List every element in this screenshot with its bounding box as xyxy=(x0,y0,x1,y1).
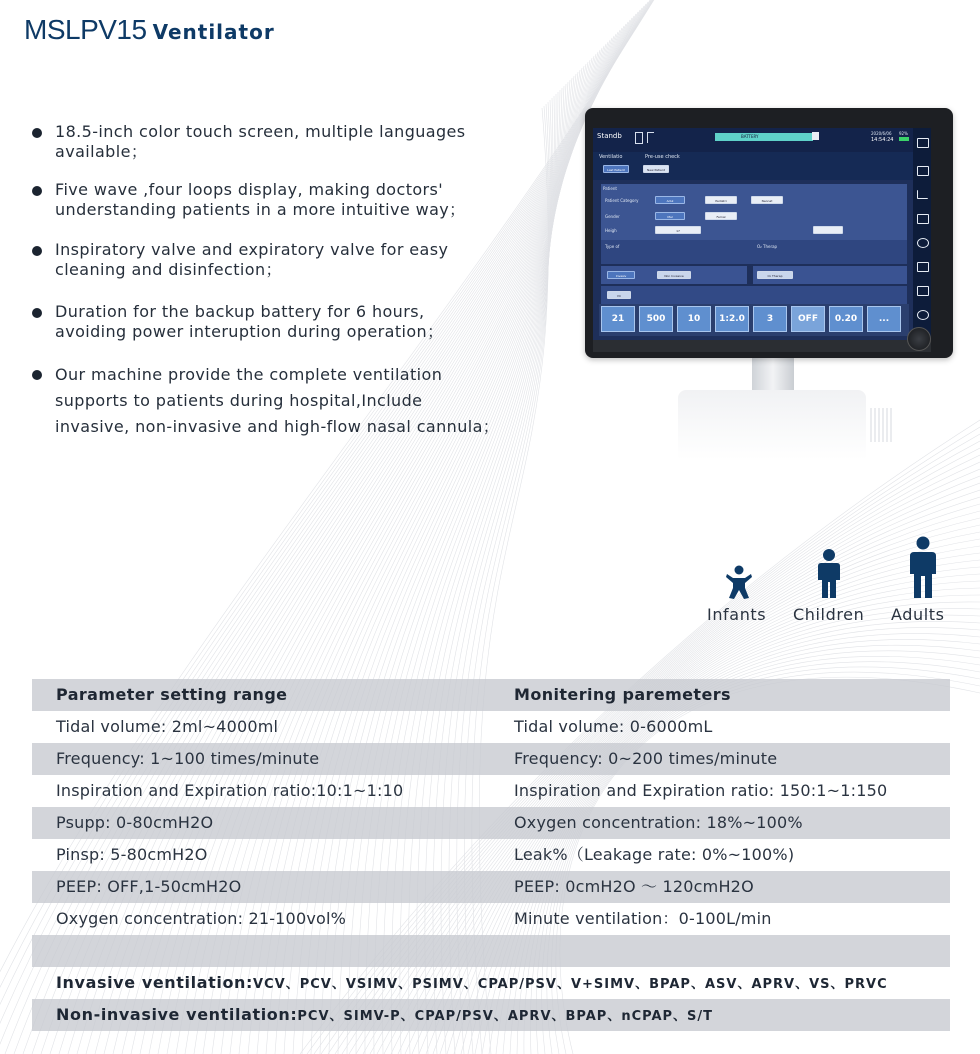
last-patient-button: Last Patient xyxy=(603,165,629,173)
adults-label: Adults xyxy=(891,605,945,624)
table-row xyxy=(32,871,950,903)
table-cell: Oxygen concentration: 18%~100% xyxy=(514,813,803,832)
monitor-screen xyxy=(593,128,913,340)
category-label: Patient Category xyxy=(605,198,639,203)
feature-line: understanding patients in a more intuitive way； xyxy=(55,200,466,219)
invasive-label: Invasive ventilation: xyxy=(56,973,254,992)
table-cell: PEEP: 0cmH2O ～ 120cmH2O xyxy=(514,877,754,896)
param-freq: 10 xyxy=(677,306,711,332)
gender-female: Femal xyxy=(705,212,737,220)
noninvasive-mode-list: PCV、SIMV-P、CPAP/PSV、APRV、BPAP、nCPAP、S/T xyxy=(297,1009,714,1024)
table-cell: Inspiration and Expiration ratio: 150:1~1:150 xyxy=(514,781,888,800)
battery-percent: 92% xyxy=(899,131,908,136)
children-label: Children xyxy=(793,605,865,624)
lock-icon xyxy=(647,132,654,143)
invasive-mode-list: VCV、PCV、VSIMV、PSIMV、CPAP/PSV、V+SIMV、BPAP、ASV、APRV、VS、PRVC xyxy=(253,977,888,992)
gender-male: Mal xyxy=(655,212,685,220)
noninvasive-row xyxy=(32,999,950,1031)
vent-mode-button: VC xyxy=(607,291,631,299)
param-ie: 1:2.0 xyxy=(715,306,749,332)
feature-line: cleaning and disinfection； xyxy=(55,260,282,279)
adult-icon xyxy=(908,536,938,600)
table-cell: Tidal volume: 2ml~4000ml xyxy=(56,717,279,736)
monitor-stand xyxy=(752,352,794,392)
tab-preuse-check: Pre-use check xyxy=(645,154,680,160)
table-cell: Leak%（Leakage rate: 0%~100%) xyxy=(514,845,795,864)
invasive-modes xyxy=(56,967,888,999)
monitor-base xyxy=(678,390,866,460)
o2-therapy-button: O₂ Therap xyxy=(757,271,793,279)
ventilator-monitor xyxy=(585,108,953,358)
model-name: MSLPV15 xyxy=(24,14,147,45)
table-cell: Tidal volume: 0-6000mL xyxy=(514,717,713,736)
noninvasive-label: Non-invasive ventilation: xyxy=(56,1005,298,1024)
tab-ventilation: Ventilatio xyxy=(599,154,623,160)
new-patient-button: New Patient xyxy=(643,165,669,173)
screen-icon xyxy=(917,166,929,176)
therapy-row xyxy=(753,266,907,284)
bullet-icon xyxy=(32,128,42,138)
battery-icon xyxy=(899,137,909,141)
height-label: Heigh xyxy=(605,228,617,233)
patient-form xyxy=(601,184,907,264)
spec-table xyxy=(32,679,950,1031)
table-row xyxy=(32,711,950,743)
feature-line: invasive, non-invasive and high-flow nasal cannula； xyxy=(55,417,500,436)
mode-row xyxy=(601,286,907,304)
param-tinsp: 0.20 xyxy=(829,306,863,332)
table-row xyxy=(32,903,950,935)
bullet-icon xyxy=(32,370,42,380)
param-trigger: OFF xyxy=(791,306,825,332)
table-cell: Psupp: 0-80cmH2O xyxy=(56,813,214,832)
feature-line: available； xyxy=(55,142,148,161)
bullet-icon xyxy=(32,308,42,318)
gender-label: Gender xyxy=(605,214,620,219)
bullet-icon xyxy=(32,246,42,256)
infant-icon xyxy=(724,564,754,600)
bullet-icon xyxy=(32,186,42,196)
category-neonate: Neonat xyxy=(751,196,783,204)
table-row xyxy=(32,839,950,871)
feature-item xyxy=(30,180,466,220)
table-cell: Minute ventilation：0-100L/min xyxy=(514,909,772,928)
battery-label: BATTERY xyxy=(741,134,759,139)
table-row xyxy=(32,743,950,775)
type-noninvasive: Non Invasive xyxy=(657,271,691,279)
invasive-row xyxy=(32,967,950,999)
table-cell: Oxygen concentration: 21-100vol% xyxy=(56,909,347,928)
param-more: ... xyxy=(867,306,901,332)
table-cell: Inspiration and Expiration ratio:10:1~1:10 xyxy=(56,781,404,800)
feature-line: Five wave ,four loops display, making doctors' xyxy=(55,180,444,199)
category-adult: Adul xyxy=(655,196,685,204)
table-spacer-row xyxy=(32,935,950,967)
infants-label: Infants xyxy=(707,605,767,624)
table-cell: PEEP: OFF,1-50cmH2O xyxy=(56,877,242,896)
trend-icon xyxy=(917,190,928,199)
setting-range-header: Parameter setting range xyxy=(56,685,288,704)
screen-tabs xyxy=(593,152,913,180)
freeze-icon xyxy=(917,138,929,148)
table-cell: Frequency: 1~100 times/minute xyxy=(56,749,320,768)
date-readout: 2020/6/06 xyxy=(871,131,892,136)
height-field: 17 xyxy=(655,226,701,234)
feature-line: supports to patients during hospital,Include xyxy=(55,391,423,410)
table-header-row xyxy=(32,679,950,711)
maneuver-icon xyxy=(917,262,929,272)
monitor-bottom-bar xyxy=(593,340,931,352)
child-icon xyxy=(815,548,843,600)
type-invasive: Invasiv xyxy=(607,271,635,279)
monitoring-header: Monitering paremeters xyxy=(514,685,731,704)
rotary-knob xyxy=(907,327,931,351)
patient-icon xyxy=(635,132,643,144)
banner-close-icon xyxy=(812,132,819,140)
table-cell: Frequency: 0~200 times/minute xyxy=(514,749,778,768)
table-cell: Pinsp: 5-80cmH2O xyxy=(56,845,208,864)
page-title xyxy=(24,14,275,46)
type-label: Type of xyxy=(605,244,620,249)
feature-line: Duration for the backup battery for 6 hours, xyxy=(55,302,425,321)
therapy-label: O₂ Therap xyxy=(757,244,778,249)
time-readout: 14:54:24 xyxy=(871,137,894,143)
battery-banner xyxy=(715,133,813,141)
table-row xyxy=(32,807,950,839)
menu-grid-icon xyxy=(917,286,929,296)
feature-item xyxy=(30,240,448,280)
feature-item xyxy=(30,362,499,440)
weight-field xyxy=(813,226,843,234)
param-peep: 3 xyxy=(753,306,787,332)
monitor-grille xyxy=(870,408,894,442)
param-fio2: 21 xyxy=(601,306,635,332)
screen-status-bar xyxy=(593,128,913,152)
category-pediatric: Pediatri xyxy=(705,196,737,204)
feature-line: avoiding power interuption during operation； xyxy=(55,322,444,341)
table-row xyxy=(32,775,950,807)
type-row xyxy=(601,266,747,284)
param-vt: 500 xyxy=(639,306,673,332)
standby-label: Standb xyxy=(597,132,622,140)
product-name: Ventilator xyxy=(152,20,275,44)
parameter-bar xyxy=(599,304,909,336)
o2-suction-icon xyxy=(917,310,929,320)
feature-item xyxy=(30,122,466,162)
alarm-icon xyxy=(917,214,929,224)
screen-sidebar xyxy=(913,128,931,340)
noninvasive-modes xyxy=(56,999,713,1031)
feature-line: Our machine provide the complete ventilation xyxy=(55,365,443,384)
form-divider xyxy=(601,240,907,264)
feature-line: 18.5-inch color touch screen, multiple languages xyxy=(55,122,466,141)
feature-item xyxy=(30,302,443,342)
patient-section-label: Patient xyxy=(603,186,617,191)
loop-icon xyxy=(917,238,929,248)
feature-line: Inspiratory valve and expiratory valve for easy xyxy=(55,240,449,259)
